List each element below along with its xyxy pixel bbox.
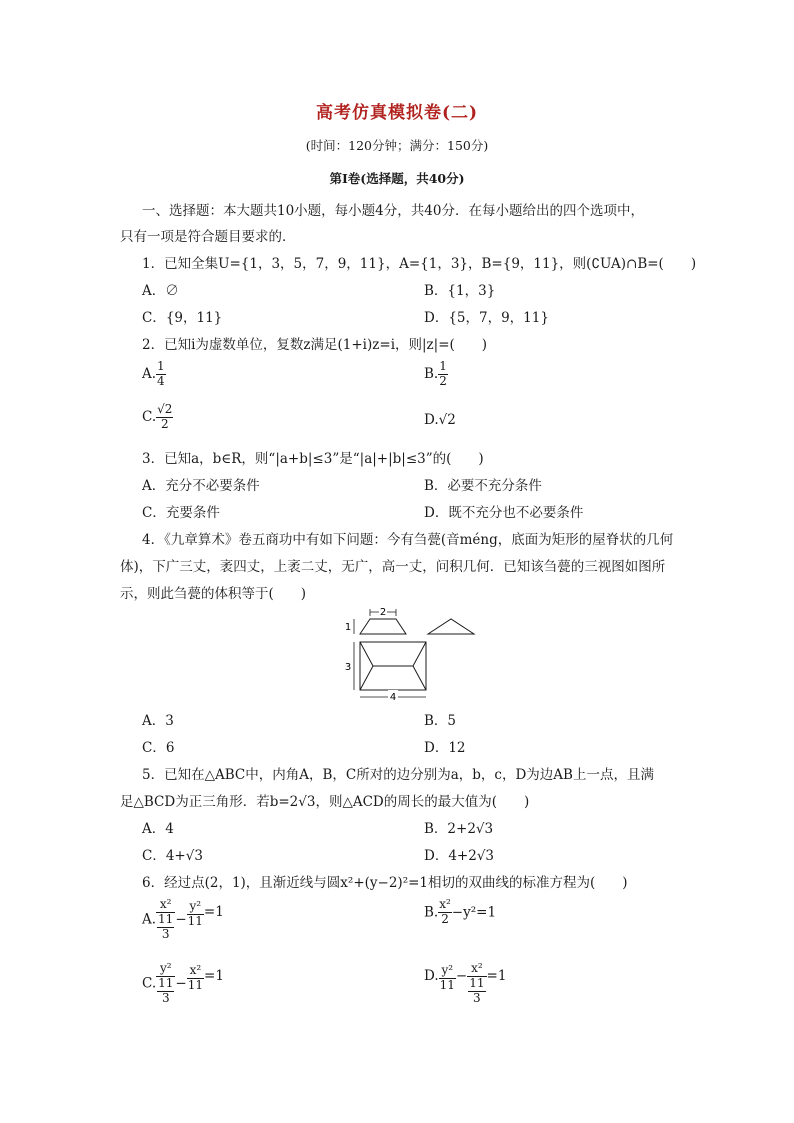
q6-option-c: C. $\frac{\text{y²}}{\frac{11}{3}}$ − $\frac{\text{x²}}{11}$ =1	[142, 961, 224, 1005]
exam-time-score: (时间：120分钟；满分：150分)	[305, 138, 489, 153]
q2-option-d: D.√2	[424, 412, 456, 428]
three-view-figure	[340, 604, 490, 704]
q1-option-a: A．∅	[142, 283, 179, 299]
dim-label-top: 2	[379, 607, 387, 618]
q1-stem: 1．已知全集U={1，3，5，7，9，11}，A={1，3}，B={9，11}，则(∁UA)∩B=( )	[142, 256, 697, 272]
page-title: 高考仿真模拟卷(二)	[315, 103, 479, 123]
intro-line-1: 一、选择题：本大题共10小题，每小题4分，共40分．在每小题给出的四个选项中，	[142, 203, 644, 219]
q5-option-d: D．4+2√3	[424, 848, 495, 864]
q4-line-3: 示，则此刍甍的体积等于( )	[120, 586, 307, 602]
q4-line-1: 4．《九章算术》卷五商功中有如下问题：今有刍甍(音méng，底面为矩形的屋脊状的几何	[142, 532, 674, 548]
q6-option-b: B. $\frac{\text{x²}}{2}$ −y²=1	[424, 897, 497, 926]
q5-line-1: 5．已知在△ABC中，内角A，B，C所对的边分别为a，b，c，D为边AB上一点，且满	[142, 767, 654, 783]
q4-option-c: C．6	[142, 740, 175, 756]
q4-option-d: D．12	[424, 740, 466, 756]
q2-stem: 2．已知i为虚数单位，复数z满足(1+i)z=i，则|z|=( )	[142, 337, 488, 353]
q3-option-c: C．充要条件	[142, 505, 220, 521]
q1-option-c: C．{9，11}	[142, 310, 223, 326]
dim-label-bottom: 4	[389, 692, 397, 703]
section-heading: 第Ⅰ卷(选择题，共40分)	[329, 171, 465, 186]
q4-option-b: B．5	[424, 713, 457, 729]
q2-option-a: A. $\frac{1}{4}$	[142, 359, 165, 388]
q5-option-a: A．4	[142, 821, 174, 837]
q3-option-a: A．充分不必要条件	[142, 478, 260, 494]
q4-option-a: A．3	[142, 713, 174, 729]
q1-option-b: B．{1，3}	[424, 283, 496, 299]
dim-label-height: 1	[344, 622, 352, 633]
q6-option-d: D. $\frac{\text{y²}}{11}$ − $\frac{\text{x²}}{\frac{11}{3}}$ =1	[424, 961, 507, 1005]
q6-stem: 6．经过点(2，1)，且渐近线与圆x²+(y−2)²=1相切的双曲线的标准方程为( )	[142, 875, 628, 891]
q4-line-2: 体)，下广三丈，袤四丈，上袤二丈，无广，高一丈，问积几何．已知该刍甍的三视图如图所	[120, 559, 666, 575]
q6-option-a: A. $\frac{\text{x²}}{\frac{11}{3}}$ − $\frac{\text{y²}}{11}$ =1	[142, 897, 224, 941]
q2-option-c: C. $\frac{√2}{2}$	[142, 402, 173, 431]
dim-label-side: 3	[344, 662, 352, 673]
q3-option-d: D．既不充分也不必要条件	[424, 505, 584, 521]
q3-option-b: B．必要不充分条件	[424, 478, 542, 494]
q5-line-2: 足△BCD为正三角形．若b=2√3，则△ACD的周长的最大值为( )	[120, 794, 530, 810]
front-view-trapezoid	[360, 619, 406, 634]
side-view-triangle	[428, 619, 474, 634]
q2-option-b: B. $\frac{1}{2}$	[424, 359, 447, 388]
q3-stem: 3．已知a，b∈R，则“|a+b|≤3”是“|a|+|b|≤3”的( )	[142, 451, 484, 467]
q1-option-d: D．{5，7，9，11}	[424, 310, 549, 326]
q5-option-b: B．2+2√3	[424, 821, 494, 837]
q5-option-c: C．4+√3	[142, 848, 203, 864]
intro-line-2: 只有一项是符合题目要求的．	[120, 229, 296, 245]
